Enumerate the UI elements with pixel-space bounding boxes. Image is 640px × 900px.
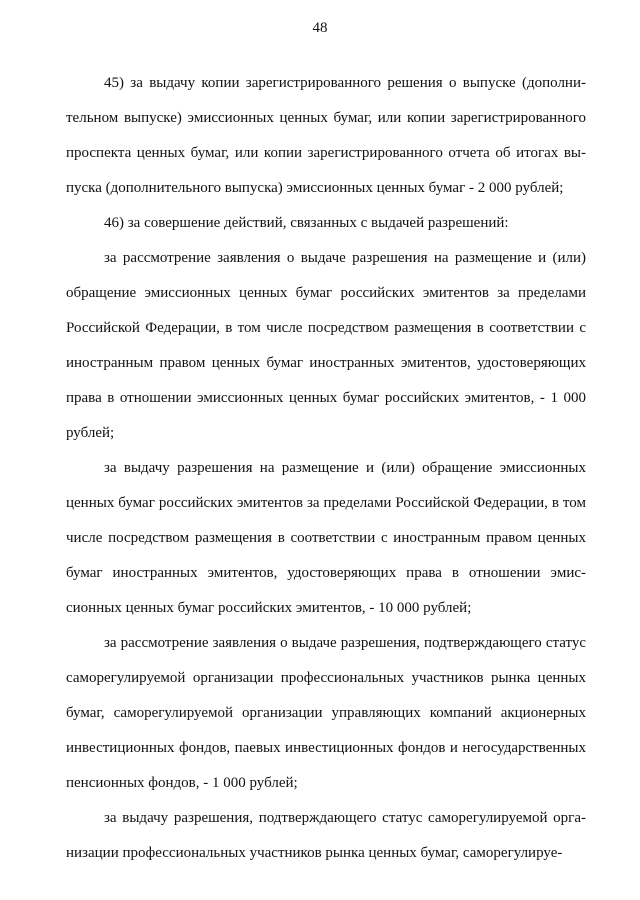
page-number: 48 (312, 20, 328, 36)
document-body (66, 66, 586, 871)
paragraph-permit-placement: за выдачу разрешения на размещение и (или) обращение эмиссионных ценных бумаг российских эмитентов за пределами Российской Федерации, в том числе посредством размещения в соответствии с иностранным правом ценных бумаг иностранных эмитентов, удостоверяющих права в отношении эмиссионных ценных бумаг российских эмитентов, - 10 000 рублей; (66, 460, 586, 616)
paragraph-application-placement: за рассмотрение заявления о выдаче разрешения на размещение и (или) обращение эмиссионных ценных бумаг российских эмитентов за пределами Российской Федерации, в том числе посредством размещения в соответствии с иностранным правом ценных бумаг иностранных эмитентов, удостоверяющих права в отношении эмиссионных ценных бумаг российских эмитентов, - 1 000 рублей; (66, 250, 586, 441)
paragraph-application-sro-status: за рассмотрение заявления о выдаче разрешения, подтверждающего статус саморегулируемой организации профессиональных участников рынка ценных бумаг, саморегулируемой организации управляющих компаний акционерных инвестиционных фондов, паевых инвестиционных фондов и негосударственных пенсионных фондов, - 1 000 рублей; (66, 635, 586, 791)
paragraph-permit-sro-status: за выдачу разрешения, подтверждающего статус саморегулируемой организации профессиональных участников рынка ценных бумаг, саморегулируе- (66, 810, 586, 861)
paragraph-item-45: 45) за выдачу копии зарегистрированного решения о выпуске (дополнительном выпуске) эмиссионных ценных бумаг, или копии зарегистрированного проспекта ценных бумаг, или копии зарегистрированного отчета об итогах выпуска (дополнительного выпуска) эмиссионных ценных бумаг - 2 000 рублей; (66, 75, 586, 196)
paragraph-item-46: 46) за совершение действий, связанных с выдачей разрешений: (104, 215, 509, 231)
